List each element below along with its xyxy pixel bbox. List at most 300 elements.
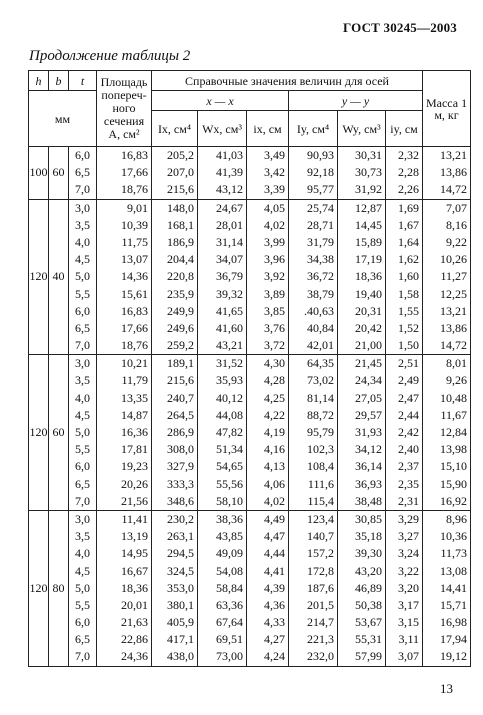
axis-x-header: x — x — [152, 91, 289, 111]
col-iy-values — [289, 147, 338, 200]
table-cell: 1,62 — [398, 252, 420, 267]
table-cell: 4,13 — [264, 459, 285, 474]
table-cell: 4,36 — [264, 597, 285, 612]
table-cell: 10,21 — [121, 356, 148, 371]
table-row-group — [29, 147, 471, 200]
table-cell: 333,3 — [167, 476, 194, 491]
table-cell: 259,2 — [167, 338, 194, 353]
table-cell: 49,09 — [216, 546, 243, 561]
table-cell: 17,66 — [121, 320, 148, 335]
table-cell: 34,12 — [355, 442, 382, 457]
table-cell: 55,56 — [216, 476, 243, 491]
table-cell: 38,48 — [355, 493, 382, 508]
col-t-values — [69, 510, 97, 666]
table-cell: 69,51 — [216, 632, 243, 647]
table-cell: 15,90 — [440, 476, 468, 491]
table-cell: 31,52 — [216, 356, 243, 371]
table-cell: 4,22 — [264, 407, 285, 422]
table-cell: 5,0 — [75, 580, 90, 595]
table-cell: 5,5 — [75, 597, 90, 612]
table-cell: 13,98 — [440, 442, 468, 457]
table-cell: 353,0 — [167, 580, 194, 595]
table-cell: 28,01 — [216, 217, 243, 232]
table-cell: 286,9 — [167, 425, 194, 439]
table-cell: 108,4 — [307, 459, 334, 474]
table-cell: 11,79 — [121, 373, 148, 388]
table-cell: 10,39 — [121, 217, 148, 232]
col-ix-values — [152, 199, 198, 355]
profile-width-cell: 60 — [49, 355, 69, 511]
table-cell: 18,36 — [121, 580, 148, 595]
table-cell: 54,08 — [216, 563, 243, 578]
profile-width-cell: 80 — [49, 510, 69, 666]
col-iy-values — [386, 199, 423, 355]
table-cell: 8,01 — [446, 356, 468, 371]
table-cell: 21,63 — [121, 615, 148, 630]
table-cell: .40,63 — [304, 303, 334, 318]
table-cell: 186,9 — [167, 234, 194, 249]
table-cell: 12,84 — [440, 425, 468, 439]
table-cell: 4,27 — [264, 632, 285, 647]
table-cell: 4,02 — [264, 493, 285, 508]
unit-mm-header: мм — [29, 91, 97, 147]
table-cell: 207,0 — [167, 165, 194, 180]
table-cell: 36,79 — [216, 269, 243, 284]
table-cell: 31,92 — [355, 182, 382, 197]
reference-values-header: Справочные значения величин для осей — [152, 71, 423, 91]
table-cell: 4,16 — [264, 442, 285, 457]
table-row-group — [29, 510, 471, 666]
table-cell: 10,48 — [440, 390, 468, 405]
table-cell: 14,41 — [440, 580, 468, 595]
table-cell: 19,12 — [440, 649, 468, 664]
table-cell: 14,72 — [440, 338, 468, 353]
table-cell: 17,81 — [121, 442, 148, 457]
table-cell: 230,2 — [167, 511, 194, 526]
iy-header: Iy, см⁴ — [289, 111, 338, 147]
table-cell: 2,40 — [398, 442, 420, 457]
table-cell: 11,41 — [121, 511, 148, 526]
table-cell: 1,52 — [398, 320, 420, 335]
table-cell: 348,6 — [167, 493, 194, 508]
col-ix-values — [152, 510, 198, 666]
col-a-values — [97, 147, 152, 200]
col-a-values — [97, 355, 152, 511]
table-body — [29, 147, 471, 667]
table-cell: 17,19 — [355, 252, 382, 267]
table-cell: 16,98 — [440, 615, 468, 630]
table-cell: 29,57 — [355, 407, 382, 422]
table-cell: 9,22 — [446, 234, 468, 249]
table-cell: 263,1 — [167, 529, 194, 544]
col-iy-values — [289, 199, 338, 355]
table-cell: 16,83 — [121, 303, 148, 318]
table-cell: 58,84 — [216, 580, 243, 595]
table-cell: 92,18 — [307, 165, 334, 180]
col-a-values — [97, 510, 152, 666]
table-cell: 3,11 — [398, 632, 420, 647]
table-cell: 4,5 — [75, 563, 90, 578]
ix-header: Ix, см⁴ — [152, 111, 198, 147]
table-cell: 3,0 — [75, 200, 90, 215]
table-cell: 13,19 — [121, 529, 148, 544]
table-cell: 380,1 — [167, 597, 194, 612]
col-wy-values — [338, 355, 386, 511]
col-ix-values — [247, 199, 289, 355]
table-cell: 2,31 — [398, 493, 420, 508]
table-cell: 25,74 — [307, 200, 334, 215]
table-cell: 54,65 — [216, 459, 243, 474]
table-cell: 36,14 — [355, 459, 382, 474]
table-cell: 6,0 — [75, 303, 90, 318]
table-cell: 5,0 — [75, 269, 90, 284]
table-cell: 6,5 — [75, 165, 90, 180]
table-cell: 58,10 — [216, 493, 243, 508]
table-cell: 140,7 — [307, 529, 334, 544]
table-cell: 123,4 — [307, 511, 334, 526]
col-mass-values — [423, 510, 471, 666]
table-cell: 3,85 — [264, 303, 285, 318]
table-cell: 18,36 — [355, 269, 382, 284]
table-cell: 6,0 — [75, 615, 90, 630]
table-cell: 232,0 — [307, 649, 334, 664]
col-ix-values — [152, 147, 198, 200]
table-cell: 220,8 — [167, 269, 194, 284]
table-cell: 215,6 — [167, 373, 194, 388]
table-cell: 16,92 — [440, 493, 468, 508]
table-cell: 115,4 — [307, 493, 334, 508]
col-wx-values — [198, 147, 247, 200]
table-cell: 15,61 — [121, 286, 148, 301]
table-cell: 5,5 — [75, 442, 90, 457]
table-cell: 11,27 — [440, 269, 468, 284]
table-caption: Продолжение таблицы 2 — [29, 48, 191, 64]
table-cell: 2,35 — [398, 476, 420, 491]
table-cell: 44,08 — [216, 407, 243, 422]
table-cell: 3,27 — [398, 529, 420, 544]
table-cell: 30,73 — [355, 165, 382, 180]
table-cell: 55,31 — [355, 632, 382, 647]
table-cell: 13,07 — [121, 252, 148, 267]
table-cell: 1,64 — [398, 234, 420, 249]
col-wx-values — [198, 199, 247, 355]
table-cell: 15,89 — [355, 234, 382, 249]
table-cell: 2,37 — [398, 459, 420, 474]
table-cell: 15,10 — [440, 459, 468, 474]
table-cell: 38,36 — [216, 511, 243, 526]
table-cell: 3,5 — [75, 373, 90, 388]
table-cell: 39,30 — [355, 546, 382, 561]
profile-properties-table — [28, 70, 471, 667]
table-cell: 43,12 — [216, 182, 243, 197]
table-cell: 7,0 — [75, 338, 90, 353]
table-cell: 264,5 — [167, 407, 194, 422]
table-cell: 18,76 — [121, 338, 148, 353]
table-cell: 7,07 — [446, 200, 468, 215]
table-cell: 3,24 — [398, 546, 420, 561]
table-cell: 2,32 — [398, 148, 420, 162]
table-cell: 95,79 — [307, 425, 334, 439]
table-cell: 63,36 — [216, 597, 243, 612]
table-cell: 7,0 — [75, 493, 90, 508]
table-cell: 31,79 — [307, 234, 334, 249]
table-cell: 249,9 — [167, 303, 194, 318]
table-cell: 10,36 — [440, 529, 468, 544]
table-cell: 13,08 — [440, 563, 468, 578]
table-cell: 38,79 — [307, 286, 334, 301]
table-cell: 235,9 — [167, 286, 194, 301]
table-cell: 31,93 — [355, 425, 382, 439]
table-cell: 6,5 — [75, 320, 90, 335]
table-cell: 6,0 — [75, 148, 90, 162]
table-cell: 21,45 — [355, 356, 382, 371]
table-cell: 2,28 — [398, 165, 420, 180]
table-cell: 24,36 — [121, 649, 148, 664]
table-cell: 214,7 — [307, 615, 334, 630]
table-cell: 3,5 — [75, 529, 90, 544]
table-cell: 24,34 — [355, 373, 382, 388]
col-ix-values — [247, 147, 289, 200]
table-cell: 14,87 — [121, 407, 148, 422]
table-cell: 3,42 — [264, 165, 285, 180]
col-wx-values — [198, 510, 247, 666]
table-cell: 14,45 — [355, 217, 382, 232]
table-cell: 4,44 — [264, 546, 285, 561]
table-cell: 4,05 — [264, 200, 285, 215]
table-cell: 405,9 — [167, 615, 194, 630]
table-cell: 41,60 — [216, 320, 243, 335]
table-row-group — [29, 199, 471, 355]
table-cell: 9,01 — [127, 200, 148, 215]
table-cell: 10,26 — [440, 252, 468, 267]
table-cell: 21,00 — [355, 338, 382, 353]
table-cell: 16,83 — [121, 148, 148, 162]
table-cell: 34,07 — [216, 252, 243, 267]
table-cell: 324,5 — [167, 563, 194, 578]
table-cell: 1,55 — [398, 303, 420, 318]
col-mass-values — [423, 147, 471, 200]
table-cell: 4,0 — [75, 234, 90, 249]
table-cell: 15,71 — [440, 597, 468, 612]
table-cell: 6,5 — [75, 632, 90, 647]
table-cell: 4,28 — [264, 373, 285, 388]
table-cell: 14,95 — [121, 546, 148, 561]
table-cell: 189,1 — [167, 356, 194, 371]
table-cell: 294,5 — [167, 546, 194, 561]
col-b-header: b — [49, 71, 69, 91]
table-cell: 2,49 — [398, 373, 420, 388]
table-cell: 11,73 — [440, 546, 468, 561]
table-cell: 35,93 — [216, 373, 243, 388]
col-wx-values — [198, 355, 247, 511]
table-cell: 73,00 — [216, 649, 243, 664]
table-cell: 43,21 — [216, 338, 243, 353]
col-iy-values — [386, 510, 423, 666]
table-cell: 4,06 — [264, 476, 285, 491]
table-cell: 53,67 — [355, 615, 382, 630]
ry-header: iy, см — [386, 111, 423, 147]
table-cell: 13,21 — [440, 303, 468, 318]
table-cell: 3,29 — [398, 511, 420, 526]
col-ix-values — [247, 510, 289, 666]
col-wy-values — [338, 147, 386, 200]
table-cell: 88,72 — [307, 407, 334, 422]
table-cell: 22,86 — [121, 632, 148, 647]
table-cell: 46,89 — [355, 580, 382, 595]
table-cell: 41,39 — [216, 165, 243, 180]
table-cell: 7,0 — [75, 649, 90, 664]
table-cell: 4,39 — [264, 580, 285, 595]
table-cell: 36,72 — [307, 269, 334, 284]
table-cell: 12,87 — [355, 200, 382, 215]
axis-y-header: y — y — [289, 91, 423, 111]
table-cell: 2,47 — [398, 390, 420, 405]
table-cell: 148,0 — [167, 200, 194, 215]
table-cell: 3,0 — [75, 356, 90, 371]
table-cell: 47,82 — [216, 425, 243, 439]
col-a-values — [97, 199, 152, 355]
table-cell: 34,38 — [307, 252, 334, 267]
mass-header: Масса 1 м, кг — [423, 71, 471, 147]
table-cell: 1,69 — [398, 200, 420, 215]
table-cell: 240,7 — [167, 390, 194, 405]
table-cell: 4,5 — [75, 407, 90, 422]
table-cell: 2,42 — [398, 425, 420, 439]
table-cell: 41,03 — [216, 148, 243, 162]
col-t-values — [69, 355, 97, 511]
area-header — [97, 71, 152, 147]
table-cell: 57,99 — [355, 649, 382, 664]
table-cell: 201,5 — [307, 597, 334, 612]
wx-header: Wx, см³ — [198, 111, 247, 147]
area-label: Площадь попереч-ного сечения — [100, 75, 148, 128]
table-cell: 187,6 — [307, 580, 334, 595]
table-cell: 204,4 — [167, 252, 194, 267]
table-cell: 3,92 — [264, 269, 285, 284]
table-cell: 3,22 — [398, 563, 420, 578]
table-cell: 3,49 — [264, 148, 285, 162]
table-cell: 4,47 — [264, 529, 285, 544]
col-iy-values — [289, 355, 338, 511]
table-cell: 81,14 — [307, 390, 334, 405]
table-cell: 4,24 — [264, 649, 285, 664]
table-cell: 21,56 — [121, 493, 148, 508]
table-cell: 3,89 — [264, 286, 285, 301]
table-cell: 1,50 — [398, 338, 420, 353]
table-cell: 249,6 — [167, 320, 194, 335]
table-cell: 111,6 — [307, 476, 334, 491]
col-mass-values — [423, 355, 471, 511]
col-ix-values — [152, 355, 198, 511]
table-cell: 13,86 — [440, 320, 468, 335]
table-cell: 4,33 — [264, 615, 285, 630]
table-cell: 3,15 — [398, 615, 420, 630]
table-cell: 205,2 — [167, 148, 194, 162]
col-wy-values — [338, 510, 386, 666]
table-cell: 27,05 — [355, 390, 382, 405]
area-unit: А, см² — [108, 127, 140, 141]
table-cell: 3,5 — [75, 217, 90, 232]
table-cell: 16,67 — [121, 563, 148, 578]
table-cell: 8,16 — [446, 217, 468, 232]
page-number: 13 — [440, 681, 453, 696]
profile-height-cell: 120 — [29, 355, 49, 511]
table-cell: 11,75 — [121, 234, 148, 249]
table-cell: 6,5 — [75, 476, 90, 491]
table-cell: 8,96 — [446, 511, 468, 526]
table-cell: 5,5 — [75, 286, 90, 301]
col-h-header: h — [29, 71, 49, 91]
table-cell: 3,72 — [264, 338, 285, 353]
table-cell: 40,84 — [307, 320, 334, 335]
table-cell: 12,25 — [440, 286, 468, 301]
table-cell: 4,41 — [264, 563, 285, 578]
standard-number: ГОСТ 30245—2003 — [342, 20, 457, 35]
table-cell: 36,93 — [355, 476, 382, 491]
table-cell: 3,07 — [398, 649, 420, 664]
profile-height-cell: 120 — [29, 510, 49, 666]
table-cell: 64,35 — [307, 356, 334, 371]
table-cell: 20,42 — [355, 320, 382, 335]
table-cell: 17,66 — [121, 165, 148, 180]
table-cell: 3,76 — [264, 320, 285, 335]
table-cell: 16,36 — [121, 425, 148, 439]
table-cell: 43,85 — [216, 529, 243, 544]
profile-width-cell: 40 — [49, 199, 69, 355]
table-cell: 4,49 — [264, 511, 285, 526]
col-t-values — [69, 199, 97, 355]
col-ix-values — [247, 355, 289, 511]
table-cell: 19,23 — [121, 459, 148, 474]
wy-header: Wy, см³ — [338, 111, 386, 147]
col-iy-values — [386, 355, 423, 511]
table-cell: 20,01 — [121, 597, 148, 612]
table-cell: 20,31 — [355, 303, 382, 318]
table-cell: 95,77 — [307, 182, 334, 197]
table-cell: 4,5 — [75, 252, 90, 267]
table-cell: 18,76 — [121, 182, 148, 197]
table-cell: 51,34 — [216, 442, 243, 457]
table-cell: 43,20 — [355, 563, 382, 578]
table-cell: 13,21 — [440, 148, 468, 162]
table-cell: 17,94 — [440, 632, 468, 647]
col-t-values — [69, 147, 97, 200]
table-cell: 327,9 — [167, 459, 194, 474]
table-cell: 3,99 — [264, 234, 285, 249]
rx-header: ix, см — [247, 111, 289, 147]
table-cell: 9,26 — [446, 373, 468, 388]
table-cell: 221,3 — [307, 632, 334, 647]
table-cell: 35,18 — [355, 529, 382, 544]
col-t-header: t — [69, 71, 97, 91]
table-cell: 5,0 — [75, 425, 90, 439]
col-wy-values — [338, 199, 386, 355]
table-cell: 40,12 — [216, 390, 243, 405]
table-cell: 13,86 — [440, 165, 468, 180]
table-cell: 3,96 — [264, 252, 285, 267]
table-cell: 4,0 — [75, 546, 90, 561]
table-cell: 20,26 — [121, 476, 148, 491]
table-cell: 172,8 — [307, 563, 334, 578]
profile-height-cell: 100 — [29, 147, 49, 200]
table-cell: 31,14 — [216, 234, 243, 249]
table-cell: 42,01 — [307, 338, 334, 353]
table-row-group — [29, 355, 471, 511]
table-cell: 50,38 — [355, 597, 382, 612]
table-cell: 11,67 — [440, 407, 468, 422]
table-cell: 2,26 — [398, 182, 420, 197]
table-cell: 3,17 — [398, 597, 420, 612]
